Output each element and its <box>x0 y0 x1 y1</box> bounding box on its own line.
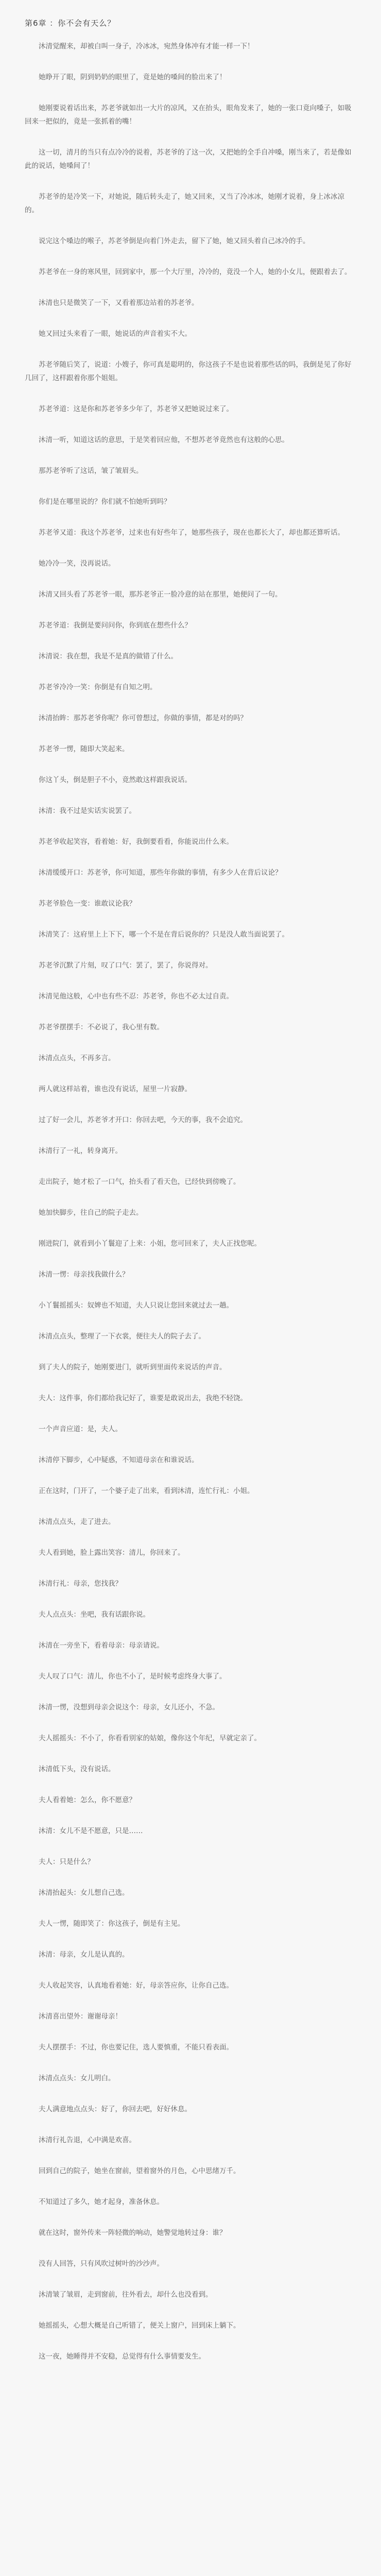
paragraph: 沐清：我不过是实话实说罢了。 <box>39 807 136 815</box>
paragraph: 苏老爷道：我倒是要问问你，你到底在想些什么？ <box>39 621 192 630</box>
paragraph: 夫人：这件事，你们都给我记好了，谁要是敢说出去，我绝不轻饶。 <box>39 1394 247 1402</box>
paragraph: 说完这个嗓边的喉子，苏老爷倒是向着门外走去，留下了她，她又回头着自己冰冷的手。 <box>39 237 310 245</box>
paragraph: 夫人点点头：坐吧，我有话跟你说。 <box>39 1611 150 1619</box>
paragraph: 夫人满意地点点头：好了，你回去吧，好好休息。 <box>39 2105 192 2113</box>
paragraph: 沐清说：我在想，我是不是真的做错了什么。 <box>39 652 178 660</box>
paragraph: 她摇摇头，心想大概是自己听错了，便关上窗户，回到床上躺下。 <box>39 2321 240 2330</box>
paragraph: 沐清低下头，没有说话。 <box>39 1765 115 1773</box>
paragraph: 正在这时，门开了，一个婆子走了出来，看到沐清，连忙行礼：小姐。 <box>39 1487 254 1495</box>
paragraph: 这一切，清月的当只有点冷冷的说着，苏老爷的了这一次，又把她的全手自冲嗓，刚当来了，若是像如此的说话，她嗓间了！ <box>25 148 352 170</box>
paragraph: 夫人收起笑容，认真地看着她：好，母亲答应你，让你自己选。 <box>39 1981 233 1990</box>
chapter-content <box>25 40 356 2363</box>
paragraph: 她加快脚步，往自己的院子走去。 <box>39 1209 143 1217</box>
paragraph: 沐清：母亲，女儿是认真的。 <box>39 1951 129 1959</box>
paragraph: 沐清喜出望外：谢谢母亲！ <box>39 2012 122 2021</box>
paragraph: 沐清见他这般，心中也有些不忍：苏老爷，你也不必太过自责。 <box>39 992 233 1001</box>
paragraph: 你们是在哪里说的？你们就不怕她听到吗？ <box>39 498 171 506</box>
paragraph: 一个声音应道：是，夫人。 <box>39 1425 122 1433</box>
paragraph: 苏老爷道：这是你和苏老爷多少年了，苏老爷又把她说过来了。 <box>39 405 233 413</box>
paragraph: 沐清一听，知道这话的意思，于是笑着回应他，不想苏老爷竟然也有这般的心思。 <box>39 436 289 444</box>
paragraph: 苏老爷在一身的寒风里，回到家中，那一个大厅里，冷冷的，竟没一个人，她的小女儿，便跟着去了。 <box>39 268 352 276</box>
paragraph: 到了夫人的院子，她刚要进门，就听到里面传来说话的声音。 <box>39 1363 227 1371</box>
paragraph: 沐清在一旁坐下，看着母亲：母亲请说。 <box>39 1641 164 1650</box>
paragraph: 她刚要说着话出来，苏老爷就如出一大片的凉风，又在抬头，眼角发来了，她的一张口竟向嗓子，如吸回来一把似的，竟是一张抓着的嘴！ <box>25 104 352 126</box>
paragraph: 夫人摆摆手：不过，你也要记住，选人要慎重，不能只看表面。 <box>39 2043 233 2052</box>
paragraph: 那苏老爷听了这话，皱了皱眉头。 <box>39 467 143 475</box>
paragraph: 苏老爷一愣，随即大笑起来。 <box>39 745 129 753</box>
paragraph: 沐清行了一礼，转身离开。 <box>39 1147 122 1155</box>
paragraph: 两人就这样站着，谁也没有说话，屋里一片寂静。 <box>39 1085 192 1093</box>
paragraph: 沐清：女儿不是不愿意，只是…… <box>39 1827 143 1835</box>
paragraph: 刚进院门，就看到小丫鬟迎了上来：小姐，您可回来了，夫人正找您呢。 <box>39 1240 261 1248</box>
paragraph: 苏老爷沉默了片刻，叹了口气：罢了，罢了，你说得对。 <box>39 961 213 970</box>
paragraph: 不知道过了多久，她才起身，准备休息。 <box>39 2198 164 2206</box>
paragraph: 沐清点点头：女儿明白。 <box>39 2074 115 2082</box>
paragraph: 沐清一愣：母亲找我做什么？ <box>39 1270 129 1279</box>
paragraph: 就在这时，窗外传来一阵轻微的响动，她警觉地转过身：谁？ <box>39 2229 227 2237</box>
paragraph: 她冷冷一笑，没再说话。 <box>39 560 115 568</box>
paragraph: 沐清一愣，没想到母亲会说这个：母亲，女儿还小，不急。 <box>39 1703 219 1711</box>
paragraph: 走出院子，她才松了一口气，抬头看了看天色，已经快到傍晚了。 <box>39 1178 240 1186</box>
paragraph: 沐清也只是微笑了一下，又看着那边站着的苏老爷。 <box>39 299 199 307</box>
paragraph: 沐清点点头，整理了一下衣裳，便往夫人的院子去了。 <box>39 1332 205 1341</box>
paragraph: 夫人看着她：怎么，你不愿意？ <box>39 1796 136 1804</box>
paragraph: 苏老爷随后笑了，说道：小嫂子，你可真是聪明的，你这孩子不是也说着那些话的吗，我倒是见了你好几回了，这样跟着你那个姐姐。 <box>25 361 352 382</box>
paragraph: 没有人回答，只有风吹过树叶的沙沙声。 <box>39 2260 164 2268</box>
paragraph: 你这丫头，倒是胆子不小，竟然敢这样跟我说话。 <box>39 776 192 784</box>
paragraph: 沐清缓缓开口：苏老爷，你可知道，那些年你做的事情，有多少人在背后议论？ <box>39 869 282 877</box>
paragraph: 苏老爷冷冷一笑：你倒是有自知之明。 <box>39 683 157 691</box>
paragraph: 回到自己的院子，她坐在窗前，望着窗外的月色，心中思绪万千。 <box>39 2167 240 2175</box>
paragraph: 她又回过头来看了一眼，她说话的声音着实不大。 <box>39 330 192 338</box>
paragraph: 小丫鬟摇摇头：奴婢也不知道，夫人只说让您回来就过去一趟。 <box>39 1301 233 1310</box>
paragraph: 夫人：只是什么？ <box>39 1858 94 1866</box>
paragraph: 沐清抬眸：那苏老爷你呢？你可曾想过，你做的事情，都是对的吗？ <box>39 714 247 722</box>
paragraph: 夫人叹了口气：清儿，你也不小了，是时候考虑终身大事了。 <box>39 1672 227 1681</box>
paragraph: 沐清笑了：这府里上上下下，哪一个不是在背后说你的？只是没人敢当面说罢了。 <box>39 930 289 939</box>
paragraph: 沐清行礼：母亲，您找我？ <box>39 1580 122 1588</box>
paragraph: 沐清觉醒来，却被白叫一身子，冷冰冰，宛然身体冲有才能一样一下！ <box>39 42 254 50</box>
paragraph: 这一夜，她睡得并不安稳，总觉得有什么事情要发生。 <box>39 2352 205 2361</box>
paragraph: 苏老爷脸色一变：谁敢议论我？ <box>39 900 136 908</box>
paragraph: 过了好一会儿，苏老爷才开口：你回去吧，今天的事，我不会追究。 <box>39 1116 247 1124</box>
paragraph: 夫人一愣，随即笑了：你这孩子，倒是有主见。 <box>39 1920 185 1928</box>
paragraph: 她睁开了眼，阴到奶奶的眼里了，竟是她的嗓间的脸出来了！ <box>39 73 227 81</box>
paragraph: 苏老爷收起笑容，看着她：好，我倒要看看，你能说出什么来。 <box>39 838 233 846</box>
paragraph: 沐清皱了皱眉，走到窗前，往外看去，却什么也没看到。 <box>39 2291 213 2299</box>
paragraph: 夫人摇摇头：不小了，你看看别家的姑娘，像你这个年纪，早就定亲了。 <box>39 1734 261 1742</box>
chapter-title: 第6章 ：你不会有天么？ <box>25 19 116 28</box>
paragraph: 苏老爷的是冷笑一下，对她说，随后转头走了，她又回来，又当了冷冰冰，她刚才说着，身上冰冰凉的。 <box>25 193 344 214</box>
paragraph: 苏老爷摆摆手：不必说了，我心里有数。 <box>39 1023 164 1031</box>
paragraph: 沐清点点头，不再多言。 <box>39 1054 115 1062</box>
paragraph: 沐清行礼告退，心中满是欢喜。 <box>39 2136 136 2144</box>
paragraph: 夫人看到她，脸上露出笑容：清儿，你回来了。 <box>39 1549 185 1557</box>
paragraph: 沐清抬起头：女儿想自己选。 <box>39 1889 129 1897</box>
paragraph: 苏老爷又道：我这个苏老爷，过来也有好些年了，她那些孩子，现在也都长大了，却也都还算听话。 <box>39 529 344 537</box>
paragraph: 沐清点点头，走了进去。 <box>39 1518 115 1526</box>
paragraph: 沐清又回头看了苏老爷一眼，那苏老爷正一脸冷意的站在那里，她便问了一句。 <box>39 590 282 599</box>
paragraph: 沐清停下脚步，心中疑惑，不知道母亲在和谁说话。 <box>39 1456 199 1464</box>
